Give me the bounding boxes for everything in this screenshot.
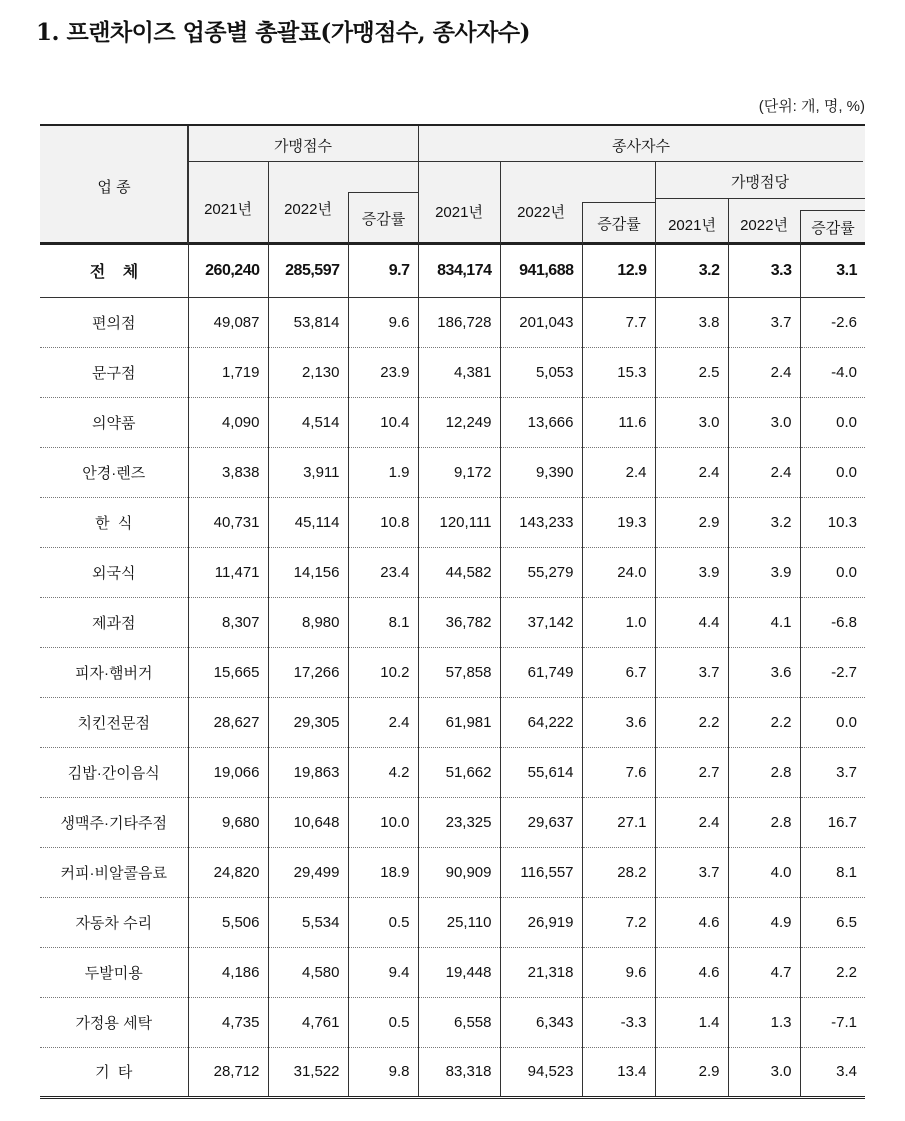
value-cell: 2.4 — [655, 797, 728, 847]
value-cell: 3.4 — [800, 1047, 865, 1097]
header-per-store-change: 증감률 — [800, 210, 865, 244]
value-cell: 3.8 — [655, 297, 728, 347]
value-cell: 0.0 — [800, 447, 865, 497]
header-per-store: 가맹점당 — [731, 174, 789, 191]
value-cell: 9.6 — [582, 947, 655, 997]
industry-name: 가정용 세탁 — [40, 997, 188, 1047]
value-cell: 0.5 — [348, 897, 418, 947]
value-cell: 57,858 — [418, 647, 500, 697]
value-cell: 2.8 — [728, 797, 800, 847]
value-cell: 3.0 — [655, 397, 728, 447]
value-cell: 3.0 — [728, 397, 800, 447]
page-title: 1. 프랜차이즈 업종별 총괄표(가맹점수, 종사자수) — [36, 19, 530, 46]
value-cell: 4.6 — [655, 947, 728, 997]
industry-name: 전 체 — [40, 245, 188, 297]
value-cell: 8.1 — [800, 847, 865, 897]
industry-name: 외국식 — [40, 547, 188, 597]
value-cell: 2.5 — [655, 347, 728, 397]
value-cell: 94,523 — [500, 1047, 582, 1097]
table-header — [40, 124, 865, 245]
value-cell: 5,506 — [188, 897, 268, 947]
value-cell: 10.8 — [348, 497, 418, 547]
industry-name: 두발미용 — [40, 947, 188, 997]
table-row — [40, 297, 865, 347]
value-cell: 120,111 — [418, 497, 500, 547]
header-stores: 가맹점수 — [274, 138, 332, 155]
table-row — [40, 447, 865, 497]
value-cell: 260,240 — [188, 245, 268, 297]
value-cell: 4,580 — [268, 947, 348, 997]
value-cell: 13,666 — [500, 397, 582, 447]
value-cell: 10.0 — [348, 797, 418, 847]
total-row — [40, 245, 865, 297]
value-cell: 2.9 — [655, 1047, 728, 1097]
value-cell: 10.2 — [348, 647, 418, 697]
value-cell: 23,325 — [418, 797, 500, 847]
value-cell: 55,279 — [500, 547, 582, 597]
value-cell: 31,522 — [268, 1047, 348, 1097]
value-cell: 4,381 — [418, 347, 500, 397]
value-cell: 3.3 — [728, 245, 800, 297]
value-cell: 6,558 — [418, 997, 500, 1047]
value-cell: 4,735 — [188, 997, 268, 1047]
value-cell: 49,087 — [188, 297, 268, 347]
value-cell: -3.3 — [582, 997, 655, 1047]
table-row — [40, 1047, 865, 1097]
value-cell: 2.4 — [582, 447, 655, 497]
value-cell: 3.6 — [728, 647, 800, 697]
value-cell: 9,172 — [418, 447, 500, 497]
franchise-summary-table — [40, 245, 865, 1099]
value-cell: 9.4 — [348, 947, 418, 997]
industry-name: 기 타 — [40, 1047, 188, 1097]
value-cell: 10.4 — [348, 397, 418, 447]
table-row — [40, 697, 865, 747]
value-cell: 18.9 — [348, 847, 418, 897]
table-row — [40, 647, 865, 697]
value-cell: 19.3 — [582, 497, 655, 547]
value-cell: 143,233 — [500, 497, 582, 547]
value-cell: -4.0 — [800, 347, 865, 397]
header-employees-change: 증감률 — [582, 202, 655, 244]
value-cell: 16.7 — [800, 797, 865, 847]
value-cell: 26,919 — [500, 897, 582, 947]
value-cell: 3.0 — [728, 1047, 800, 1097]
value-cell: 7.6 — [582, 747, 655, 797]
value-cell: 24,820 — [188, 847, 268, 897]
table-row — [40, 897, 865, 947]
value-cell: 1.4 — [655, 997, 728, 1047]
value-cell: 64,222 — [500, 697, 582, 747]
value-cell: 4.6 — [655, 897, 728, 947]
value-cell: 5,534 — [268, 897, 348, 947]
value-cell: 90,909 — [418, 847, 500, 897]
industry-name: 안경·렌즈 — [40, 447, 188, 497]
value-cell: 2,130 — [268, 347, 348, 397]
value-cell: 4.0 — [728, 847, 800, 897]
value-cell: -2.6 — [800, 297, 865, 347]
value-cell: 9.7 — [348, 245, 418, 297]
value-cell: 3.1 — [800, 245, 865, 297]
value-cell: 4,090 — [188, 397, 268, 447]
value-cell: 941,688 — [500, 245, 582, 297]
header-stores-2021: 2021년 — [204, 201, 252, 218]
value-cell: 28,627 — [188, 697, 268, 747]
value-cell: 1.9 — [348, 447, 418, 497]
value-cell: 4.2 — [348, 747, 418, 797]
value-cell: 25,110 — [418, 897, 500, 947]
unit-note: (단위: 개, 명, %) — [758, 98, 865, 115]
value-cell: 3,911 — [268, 447, 348, 497]
industry-name: 피자·햄버거 — [40, 647, 188, 697]
value-cell: -2.7 — [800, 647, 865, 697]
value-cell: 2.8 — [728, 747, 800, 797]
industry-name: 커피·비알콜음료 — [40, 847, 188, 897]
value-cell: 2.9 — [655, 497, 728, 547]
value-cell: 8,980 — [268, 597, 348, 647]
value-cell: 13.4 — [582, 1047, 655, 1097]
value-cell: 186,728 — [418, 297, 500, 347]
value-cell: 2.2 — [655, 697, 728, 747]
value-cell: 285,597 — [268, 245, 348, 297]
value-cell: 2.4 — [348, 697, 418, 747]
value-cell: -6.8 — [800, 597, 865, 647]
industry-name: 자동차 수리 — [40, 897, 188, 947]
industry-name: 문구점 — [40, 347, 188, 397]
value-cell: 2.2 — [800, 947, 865, 997]
value-cell: 6.5 — [800, 897, 865, 947]
value-cell: 4,761 — [268, 997, 348, 1047]
header-employees-2022: 2022년 — [517, 204, 565, 221]
value-cell: 23.4 — [348, 547, 418, 597]
value-cell: 17,266 — [268, 647, 348, 697]
value-cell: 0.0 — [800, 697, 865, 747]
value-cell: 2.2 — [728, 697, 800, 747]
value-cell: 23.9 — [348, 347, 418, 397]
header-employees: 종사자수 — [612, 138, 670, 155]
value-cell: 21,318 — [500, 947, 582, 997]
value-cell: 29,499 — [268, 847, 348, 897]
value-cell: 3.6 — [582, 697, 655, 747]
header-stores-2022: 2022년 — [284, 201, 332, 218]
value-cell: 0.5 — [348, 997, 418, 1047]
value-cell: 61,981 — [418, 697, 500, 747]
value-cell: 9,680 — [188, 797, 268, 847]
table-row — [40, 597, 865, 647]
table-row — [40, 397, 865, 447]
value-cell: 3.7 — [800, 747, 865, 797]
value-cell: 2.4 — [728, 347, 800, 397]
value-cell: 15.3 — [582, 347, 655, 397]
value-cell: 6,343 — [500, 997, 582, 1047]
value-cell: 0.0 — [800, 547, 865, 597]
value-cell: 8,307 — [188, 597, 268, 647]
value-cell: 36,782 — [418, 597, 500, 647]
header-industry: 업 종 — [97, 179, 131, 196]
value-cell: 2.4 — [728, 447, 800, 497]
value-cell: 44,582 — [418, 547, 500, 597]
value-cell: 10.3 — [800, 497, 865, 547]
value-cell: 19,448 — [418, 947, 500, 997]
value-cell: 40,731 — [188, 497, 268, 547]
value-cell: 3.7 — [728, 297, 800, 347]
value-cell: 5,053 — [500, 347, 582, 397]
table-row — [40, 947, 865, 997]
value-cell: 4.4 — [655, 597, 728, 647]
value-cell: 11.6 — [582, 397, 655, 447]
table-row — [40, 347, 865, 397]
table-row — [40, 747, 865, 797]
value-cell: 2.4 — [655, 447, 728, 497]
value-cell: 1.0 — [582, 597, 655, 647]
value-cell: 6.7 — [582, 647, 655, 697]
value-cell: 12.9 — [582, 245, 655, 297]
value-cell: 9.8 — [348, 1047, 418, 1097]
value-cell: 37,142 — [500, 597, 582, 647]
industry-name: 편의점 — [40, 297, 188, 347]
value-cell: 4.7 — [728, 947, 800, 997]
header-per-store-2021: 2021년 — [668, 217, 716, 234]
value-cell: 3.9 — [728, 547, 800, 597]
value-cell: 3.7 — [655, 647, 728, 697]
value-cell: 3.9 — [655, 547, 728, 597]
value-cell: 45,114 — [268, 497, 348, 547]
value-cell: 9,390 — [500, 447, 582, 497]
value-cell: 15,665 — [188, 647, 268, 697]
value-cell: 12,249 — [418, 397, 500, 447]
value-cell: 27.1 — [582, 797, 655, 847]
industry-name: 김밥·간이음식 — [40, 747, 188, 797]
value-cell: 2.7 — [655, 747, 728, 797]
value-cell: 83,318 — [418, 1047, 500, 1097]
value-cell: 55,614 — [500, 747, 582, 797]
value-cell: 1.3 — [728, 997, 800, 1047]
value-cell: 28,712 — [188, 1047, 268, 1097]
value-cell: 4.9 — [728, 897, 800, 947]
header-per-store-2022: 2022년 — [740, 217, 788, 234]
value-cell: 29,305 — [268, 697, 348, 747]
industry-name: 제과점 — [40, 597, 188, 647]
value-cell: 7.2 — [582, 897, 655, 947]
value-cell: 4,186 — [188, 947, 268, 997]
value-cell: 0.0 — [800, 397, 865, 447]
value-cell: 1,719 — [188, 347, 268, 397]
value-cell: 61,749 — [500, 647, 582, 697]
value-cell: -7.1 — [800, 997, 865, 1047]
value-cell: 19,066 — [188, 747, 268, 797]
value-cell: 834,174 — [418, 245, 500, 297]
table-row — [40, 997, 865, 1047]
value-cell: 53,814 — [268, 297, 348, 347]
value-cell: 10,648 — [268, 797, 348, 847]
value-cell: 4,514 — [268, 397, 348, 447]
value-cell: 3.2 — [728, 497, 800, 547]
value-cell: 28.2 — [582, 847, 655, 897]
industry-name: 치킨전문점 — [40, 697, 188, 747]
value-cell: 51,662 — [418, 747, 500, 797]
value-cell: 29,637 — [500, 797, 582, 847]
header-stores-change: 증감률 — [348, 192, 418, 244]
value-cell: 201,043 — [500, 297, 582, 347]
value-cell: 19,863 — [268, 747, 348, 797]
header-employees-2021: 2021년 — [435, 204, 483, 221]
table-row — [40, 497, 865, 547]
table-row — [40, 797, 865, 847]
industry-name: 생맥주·기타주점 — [40, 797, 188, 847]
value-cell: 8.1 — [348, 597, 418, 647]
value-cell: 4.1 — [728, 597, 800, 647]
industry-name: 의약품 — [40, 397, 188, 447]
table-row — [40, 547, 865, 597]
value-cell: 3,838 — [188, 447, 268, 497]
table-row — [40, 847, 865, 897]
value-cell: 3.2 — [655, 245, 728, 297]
value-cell: 7.7 — [582, 297, 655, 347]
value-cell: 3.7 — [655, 847, 728, 897]
value-cell: 9.6 — [348, 297, 418, 347]
value-cell: 11,471 — [188, 547, 268, 597]
industry-name: 한 식 — [40, 497, 188, 547]
value-cell: 116,557 — [500, 847, 582, 897]
value-cell: 14,156 — [268, 547, 348, 597]
value-cell: 24.0 — [582, 547, 655, 597]
